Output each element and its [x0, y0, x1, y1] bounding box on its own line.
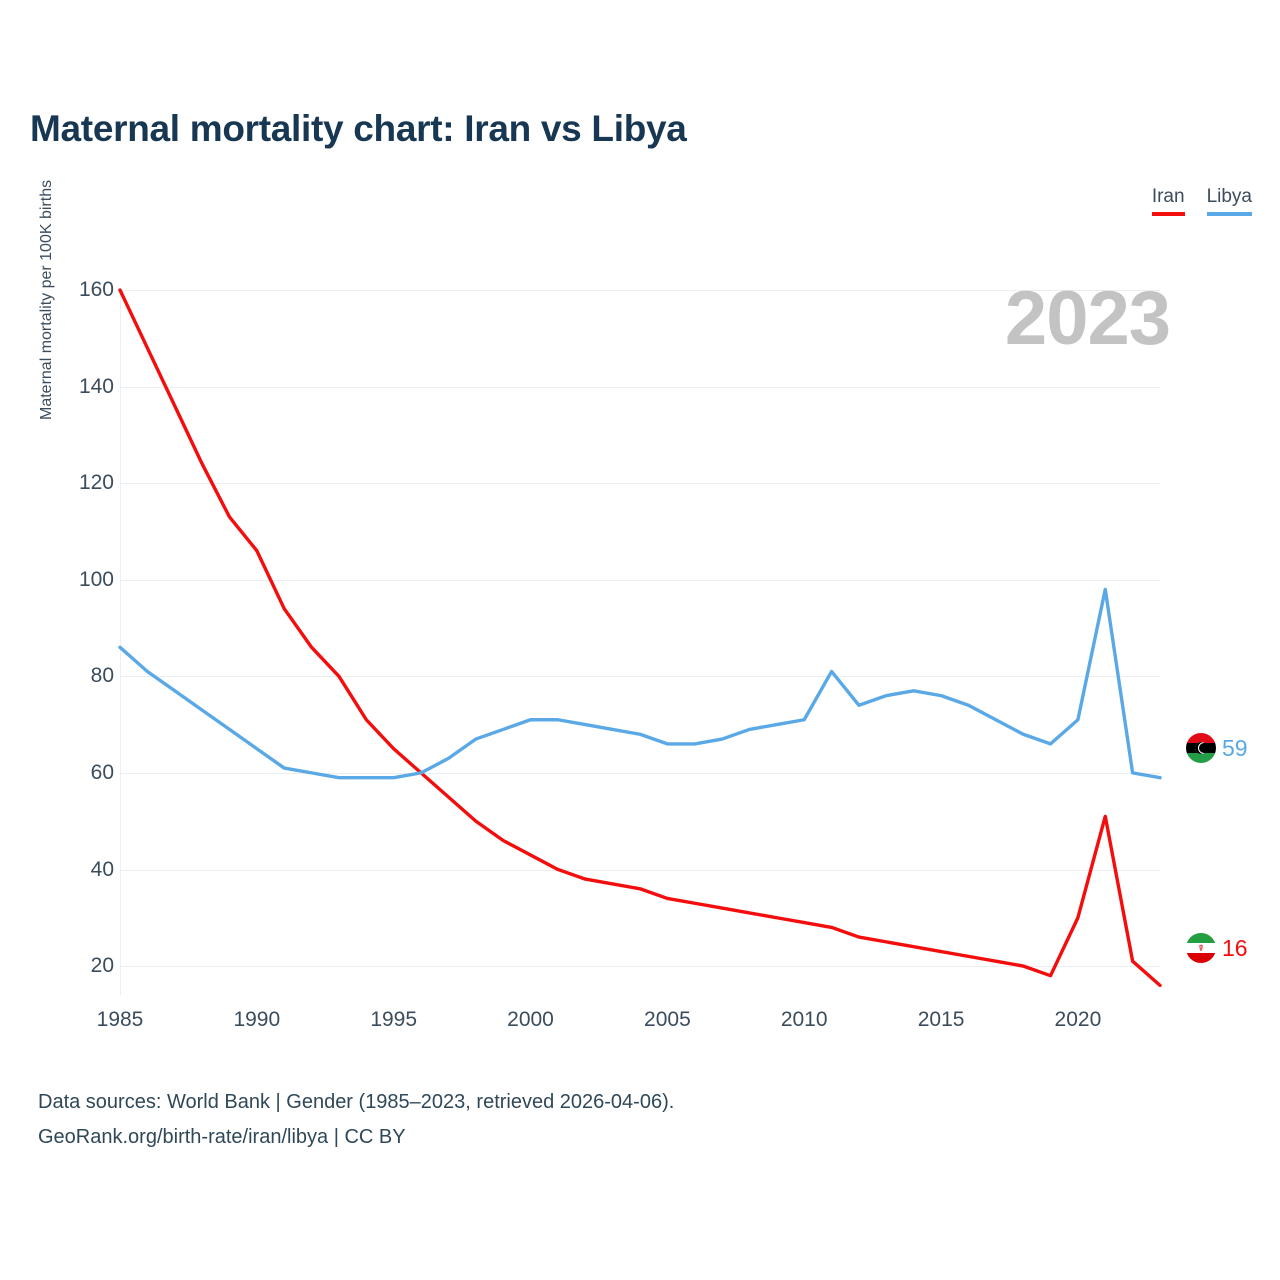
legend-label-iran: Iran	[1151, 186, 1185, 207]
legend-swatch-libya	[1207, 212, 1252, 216]
x-tick-label: 2005	[644, 1008, 691, 1031]
x-tick-label: 2010	[780, 1008, 828, 1031]
page-title: Maternal mortality chart: Iran vs Libya	[30, 108, 687, 149]
year-watermark: 2023	[1004, 276, 1170, 361]
x-tick-label: 2015	[917, 1008, 965, 1031]
x-tick-label: 1990	[233, 1008, 281, 1031]
footer-sources: Data sources: World Bank | Gender (1985–2023, retrieved 2026-04-06).	[38, 1091, 675, 1113]
legend-label-libya: Libya	[1206, 186, 1252, 207]
legend	[1152, 186, 1252, 221]
y-tick-label: 120	[78, 471, 114, 495]
footer-attribution: GeoRank.org/birth-rate/iran/libya | CC BY	[38, 1126, 406, 1148]
y-tick-label: 60	[90, 761, 114, 784]
x-tick-label: 1985	[96, 1008, 144, 1031]
iran-end-label	[1186, 933, 1248, 963]
plot-area	[78, 278, 1160, 1031]
libya-flag-icon	[1186, 733, 1216, 763]
legend-swatch-iran	[1152, 212, 1185, 216]
y-axis-title: Maternal mortality per 100K births	[38, 179, 55, 420]
x-tick-label: 1995	[370, 1008, 418, 1031]
y-tick-label: 100	[78, 567, 114, 591]
legend-item-iran[interactable]	[1152, 186, 1185, 221]
iran-end-value: 16	[1222, 934, 1248, 961]
y-tick-label: 140	[78, 374, 114, 398]
y-tick-label: 40	[90, 857, 114, 881]
iran-flag-icon: ☤	[1186, 933, 1216, 963]
legend-item-libya[interactable]	[1207, 186, 1252, 221]
footer	[38, 1085, 674, 1155]
series-lines	[120, 290, 1160, 995]
line-iran	[120, 290, 1160, 985]
y-tick-label: 160	[78, 278, 114, 301]
libya-end-label	[1186, 733, 1248, 763]
libya-end-value: 59	[1222, 734, 1248, 761]
line-libya	[120, 589, 1160, 777]
x-tick-label: 2000	[507, 1008, 554, 1031]
x-tick-label: 2020	[1054, 1008, 1102, 1031]
y-tick-label: 80	[90, 664, 114, 688]
y-tick-label: 20	[90, 954, 114, 978]
